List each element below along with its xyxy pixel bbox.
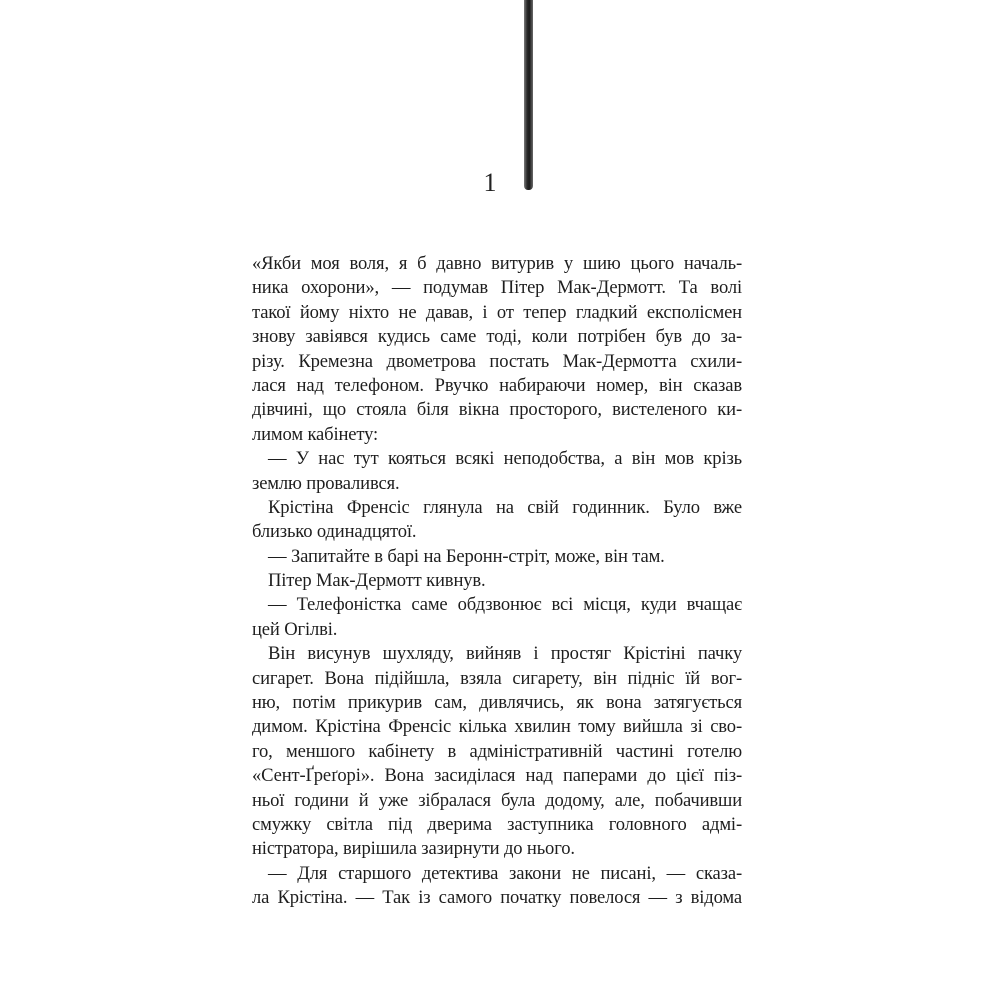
- text-line: ньої години й уже зібралася була додому, але, побачивши: [252, 789, 742, 811]
- text-line: — Телефоністка саме обдзвонює всі місця, куди вчащає: [268, 594, 742, 616]
- text-line: землю провалився.: [252, 472, 400, 494]
- text-line: смужку світла під дверима заступника головного адмі-: [252, 813, 742, 835]
- body-text: [252, 252, 742, 911]
- text-line: різу. Кремезна двометрова постать Мак-Дермотта схили-: [252, 350, 742, 372]
- text-line: цей Огілві.: [252, 618, 338, 640]
- text-line: — Для старшого детектива закони не писані, — сказа-: [268, 862, 742, 884]
- text-line: ню, потім прикурив сам, дивлячись, як вона затягується: [252, 692, 742, 714]
- text-line: близько одинадцятої.: [252, 521, 417, 543]
- text-line: «Сент-Ґреґорі». Вона засиділася над паперами до цієї піз-: [252, 765, 742, 787]
- text-line: — Запитайте в барі на Беронн-стріт, може, він там.: [268, 545, 665, 567]
- text-line: ністратора, вирішила зазирнути до нього.: [252, 838, 575, 860]
- text-line: — У нас тут кояться всякі неподобства, а він мов крізь: [268, 448, 742, 470]
- bookmark-ribbon: [524, 0, 533, 190]
- text-line: ника охорони», — подумав Пітер Мак-Дермотт. Та волі: [252, 277, 742, 299]
- text-line: «Якби моя воля, я б давно витурив у шию цього началь-: [252, 253, 742, 274]
- chapter-number: 1: [483, 168, 497, 197]
- text-line: лимом кабінету:: [252, 423, 379, 445]
- text-line: го, меншого кабінету в адміністративній частині готелю: [252, 740, 742, 762]
- text-line: лася над телефоном. Рвучко набираючи номер, він сказав: [252, 374, 742, 396]
- text-line: Він висунув шухляду, вийняв і простяг Крістіні пачку: [268, 643, 742, 665]
- text-line: Пітер Мак-Дермотт кивнув.: [268, 570, 486, 592]
- text-line: дівчині, що стояла біля вікна просторого, вистеленого ки-: [252, 399, 742, 421]
- text-line: Крістіна Френсіс глянула на свій годинник. Було вже: [268, 496, 742, 518]
- text-line: знову завіявся кудись саме тоді, коли потрібен був до за-: [252, 326, 742, 348]
- text-line: сигарет. Вона підійшла, взяла сигарету, він підніс їй вог-: [252, 667, 742, 689]
- text-line: такої йому ніхто не давав, і от тепер гладкий експолісмен: [252, 301, 742, 323]
- text-line: димом. Крістіна Френсіс кілька хвилин тому вийшла зі сво-: [252, 716, 742, 738]
- text-line: ла Крістіна. — Так із самого початку повелося — з відома: [252, 887, 742, 909]
